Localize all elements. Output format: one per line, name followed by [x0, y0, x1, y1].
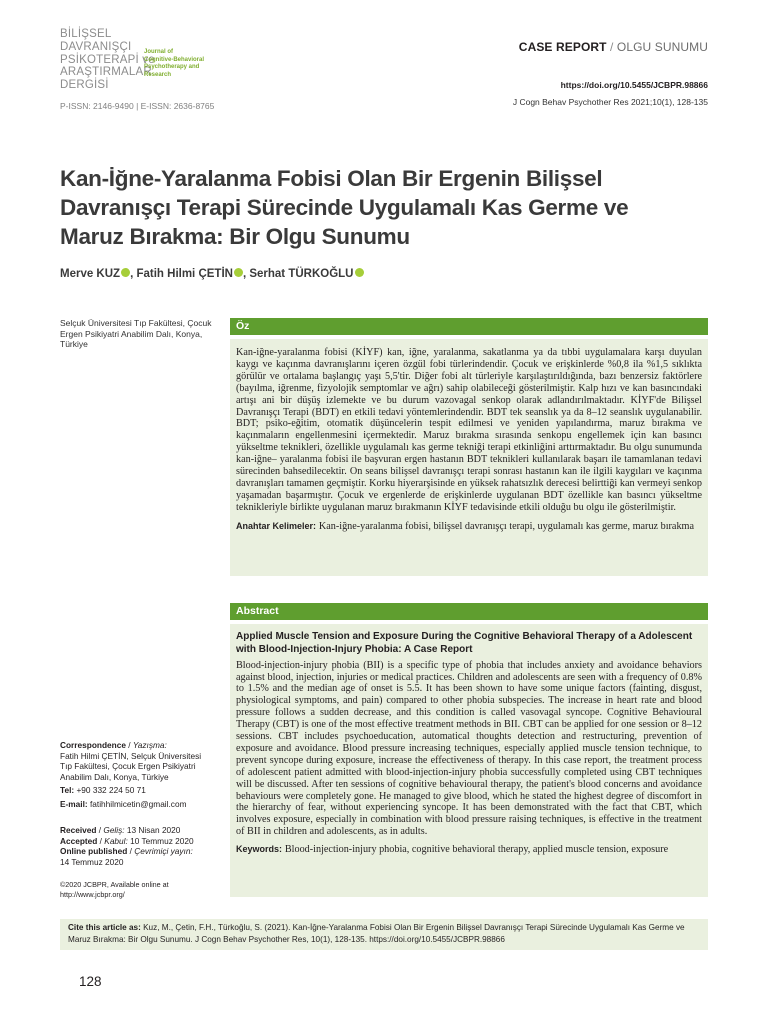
abstract-text: Blood-injection-injury phobia (BII) is a specific type of phobia that includes anxiety and avoidance behaviors against blood, injection, injuries or medical practices. Children and adolescents are seen with a frequency of 0.8% to 1.5% and the median age of onset is 5.5. It has been shown to have some unique factors (fainting, disgust, physiological symptoms, and pain) compared to other phobia subspecies. The increase in heart rate and blood pressure follows a sudden decrease, and this condition is called vasovagal syncope. Cognitive Behavioural Therapy (CBT) is one of the most effective treatment methods in BII. CBT can be applied for one session or 8–12 sessions. CBT includes psychoeducation, automatical thoughts detection and restructuring, prevention of exposure and avoidance. Blood pressure increasing techniques, especially applied muscle tension technique, to prevent syncope during exposure, increase the effectiveness of therapy. In this case report, the treatment process of adolescent patient admitted with blood-injection-injury phobia successfully completed using CBT techniques will be discussed. After ten sessions of cognitive behavioural therapy, the patient's blood concerns and avoidance behaviours were completely gone. He managed to give blood, which he stated the highest degree of discomfort in the hierarchy of fear, without experiencing syncope. It has been demonstrated with the fact that CBT, which involves exposure, especially in combination with blood pressure raising techniques, is effective in the treatment of BII in children and adolescents, as in adults.	[236, 659, 702, 838]
oz-keywords-text: Kan-iğne-yaralanma fobisi, bilişsel davranışçı terapi, uygulamalı kas germe, maruz bırakma	[318, 520, 694, 532]
issn: P-ISSN: 2146-9490 | E-ISSN: 2636-8765	[60, 101, 215, 111]
accepted-label: Accepted	[60, 835, 98, 846]
oz-text: Kan-iğne-yaralanma fobisi (KİYF) kan, iğne, yaralanma, sakatlanma ya da tıbbi uygulamalara karşı duyulan kaygı ve kaçınma davranışlarını içeren özgül fobi türlerindendir. Çocuk ve erişkinlerde %0,8 ila %1,5 sıklıkta görülür ve ortalama başlangıç yaşı 5,5'tir. Diğer fobi alt türleriyle karşılaştırıldığında, bazı benzersiz faktörlere (bayılma, iğrenme, fizyolojik semptomlar ve ağrı) sahip olabileceği gösterilmiştir. Kalp hızı ve kan basıncındaki artışı ani bir düşüş izlemekte ve bu durum vazovagal senkop olarak adlandırılmaktadır. KİYF'de Bilişsel Davranışçı Terapi (BDT) en etkili tedavi yöntemlerindendir. BDT tek seanslık ya da 8–12 seanslık uygulanabilir. BDT; psiko-eğitim, otomatik düşüncelerin tespit edilmesi ve yeniden yapılandırma, maruz bırakma ve kaçınmaların engellenmesini içermektedir. Maruz bırakma sırasında senkopu engellemek için kan basıncı yükseltme teknikleri, özellikle uygulamalı kas germe tekniği terapi etkinliğini arttırmaktadır. Bu olgu sunumunda kan-iğne– yaralanma fobisi ile başvuran ergen hastanın BDT teknikleri kullanılarak başarı ile tamamlanan tedavi sürecinden bahsedilecektir. On seans bilişsel davranışçı terapi sonrası hastanın kan ile ilgili kaygıları ve kaçınma davranışları tamamen geçmiştir. Korku hiyerarşisinde en yüksek rahatsızlık derecesi belirttiği kan vermeyi senkop yaşamadan başarmıştır. Çocuk ve ergenlerde de erişkinlerde uygulanan BDT özellikle kan basıncı yükseltme teknikleriyle birlikte uygulanan maruz bırakmanın KİYF tedavisinde etkili olduğu bu olgu ile gösterilmiştir.	[236, 347, 702, 513]
article-type-tr: OLGU SUNUMU	[616, 40, 708, 54]
cite-box	[60, 919, 708, 950]
journal-logo-tr	[60, 28, 155, 92]
page-number: 128	[79, 974, 102, 989]
cite-text: Kuz, M., Çetin, F.H., Türkoğlu, S. (2021). Kan-İğne-Yaralanma Fobisi Olan Bir Ergenin Bilişsel Davranışçı Terapi Sürecinde Uygulamalı Kas Germe ve Maruz Bırakma: Bir Olgu Sunumu. J Cogn Behav Psychother Res, 10(1), 128-135. https://doi.org/10.5455/JCBPR.98866	[68, 923, 685, 944]
journal-logo-en	[144, 49, 204, 79]
oz-heading: Öz	[230, 318, 708, 335]
online-value: 14 Temmuz 2020	[60, 856, 124, 867]
abstract-keywords-label: Keywords:	[236, 844, 283, 855]
abstract-heading: Abstract	[230, 603, 708, 620]
oz-panel	[230, 339, 708, 576]
orcid-icon[interactable]	[355, 268, 364, 277]
email-label: E-mail:	[60, 798, 88, 809]
author-separator: ,	[242, 268, 250, 280]
doi-link[interactable]: https://doi.org/10.5455/JCBPR.98866	[560, 80, 708, 90]
phone-number: +90 332 224 50 71	[76, 785, 146, 796]
correspondence-block	[60, 740, 225, 810]
journal-name-en-line: Psychotherapy and	[144, 64, 200, 71]
copyright-link[interactable]: http://www.jcbpr.org/	[60, 889, 125, 899]
abstract-keywords-text: Blood-injection-injury phobia, cognitive behavioral therapy, applied muscle tension, exposure	[284, 844, 669, 856]
correspondence-heading	[60, 740, 225, 751]
received-label-tr: Geliş:	[103, 825, 125, 835]
journal-name-line: BİLİŞSEL	[60, 28, 112, 40]
article-type	[519, 40, 708, 54]
journal-name-en-line: Research	[144, 71, 172, 78]
author-name: Fatih Hilmi ÇETİN	[136, 268, 233, 280]
journal-name-line: PSİKOTERAPİ ve	[60, 53, 155, 66]
article-type-separator: /	[610, 40, 614, 54]
accepted-value: 10 Temmuz 2020	[130, 835, 194, 846]
online-label-tr: Çevrimiçi yayın:	[134, 846, 193, 857]
journal-name-line: DERGİSİ	[60, 79, 109, 92]
online-label: Online published	[60, 846, 128, 857]
orcid-icon[interactable]	[121, 268, 130, 277]
online-date: Online published / Çevrimiçi yayın:	[60, 846, 193, 857]
article-title: Kan-İğne-Yaralanma Fobisi Olan Bir Ergenin Bilişsel Davranışçı Terapi Sürecinde Uygulamalı Kas Germe ve Maruz Bırakma: Bir Olgu Sunumu	[60, 166, 629, 249]
accepted-date: Accepted / Kabul: 10 Temmuz 2020	[60, 835, 194, 846]
correspondence-line: Tıp Fakültesi, Çocuk Ergen Psikiyatri	[60, 761, 196, 772]
email	[60, 799, 225, 810]
affiliation: Selçuk Üniversitesi Tıp Fakültesi, Çocuk Ergen Psikiyatri Anabilim Dalı, Konya, Türkiye	[60, 318, 212, 350]
journal-name-line: DAVRANIŞÇI	[60, 40, 132, 53]
received-date: Received / Geliş: 13 Nisan 2020	[60, 825, 181, 835]
author-separator: ,	[130, 268, 137, 280]
author-name: Serhat TÜRKOĞLU	[249, 268, 354, 280]
abstract-panel	[230, 624, 708, 897]
abstract-keywords	[236, 843, 702, 856]
correspondence-label-tr: Yazışma:	[132, 740, 167, 750]
journal-name-line: ARAŞTIRMALAR	[60, 66, 152, 79]
received-value: 13 Nisan 2020	[126, 825, 181, 835]
cite-label: Cite this article as:	[68, 923, 141, 932]
correspondence-line: Fatih Hilmi ÇETİN, Selçuk Üniversitesi	[60, 750, 202, 761]
abstract-title: Applied Muscle Tension and Exposure During the Cognitive Behavioral Therapy of a Adolescent with Blood-Injection-Injury Phobia: A Case Report	[236, 631, 693, 655]
author-name: Merve KUZ	[60, 268, 121, 280]
correspondence-slash: /	[125, 740, 133, 750]
received-label: Received	[60, 825, 97, 835]
copyright-line: ©2020 JCBPR, Available online at	[60, 880, 169, 889]
accepted-label-tr: Kabul:	[104, 835, 128, 846]
journal-name-en-line: Cognitive-Behavioral	[144, 56, 205, 63]
email-address[interactable]: fatihhilmicetin@gmail.com	[89, 798, 187, 809]
dates-block	[60, 825, 225, 867]
correspondence-label: Correspondence	[60, 740, 126, 750]
journal-citation: J Cogn Behav Psychother Res 2021;10(1), 128-135	[512, 97, 708, 107]
copyright	[60, 880, 225, 899]
correspondence-line: Anabilim Dalı, Konya, Türkiye	[60, 771, 169, 782]
phone-label: Tel:	[60, 785, 75, 796]
oz-keywords-label: Anahtar Kelimeler:	[236, 520, 317, 531]
oz-keywords	[236, 520, 702, 533]
article-type-en: CASE REPORT	[518, 40, 607, 54]
orcid-icon[interactable]	[234, 268, 243, 277]
authors	[60, 268, 364, 280]
phone	[60, 785, 225, 796]
journal-name-en-line: Journal of	[144, 49, 174, 55]
